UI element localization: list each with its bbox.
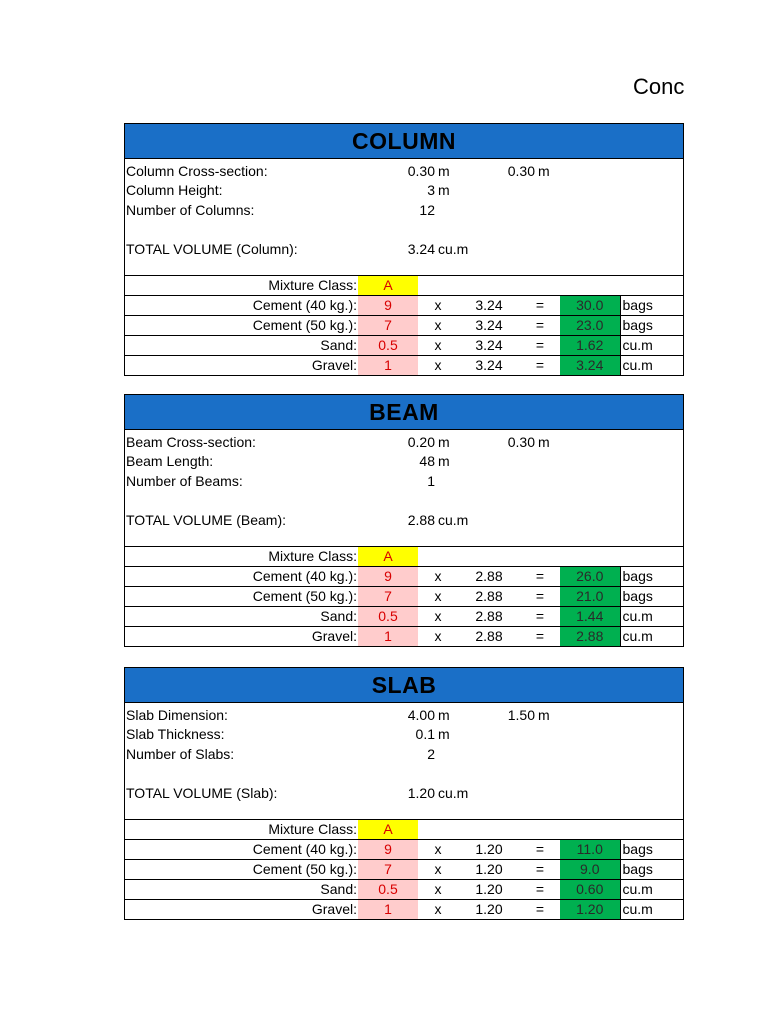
volume-cell: 1.20 — [458, 860, 520, 880]
info-row — [125, 705, 683, 725]
ratio-cell[interactable]: 1 — [358, 627, 418, 647]
multiply-sign: x — [418, 296, 458, 316]
mixture-class-label: Mixture Class: — [125, 547, 358, 567]
materials-table — [125, 820, 683, 919]
info-row — [125, 510, 683, 530]
volume-cell: 3.24 — [458, 296, 520, 316]
result-cell: 23.0 — [560, 316, 620, 336]
material-row — [125, 296, 683, 316]
unit-cell: bags — [620, 567, 683, 587]
equals-sign: = — [520, 840, 560, 860]
info-value[interactable]: 12 — [419, 202, 435, 218]
info-unit: m — [438, 726, 450, 742]
info-row — [125, 724, 683, 744]
result-cell: 0.60 — [560, 880, 620, 900]
unit-cell: bags — [620, 860, 683, 880]
material-label: Cement (40 kg.): — [125, 296, 358, 316]
multiply-sign: x — [418, 567, 458, 587]
material-label: Sand: — [125, 880, 358, 900]
section-info — [125, 430, 683, 547]
volume-cell: 2.88 — [475, 628, 503, 644]
info-label: Number of Slabs: — [126, 746, 235, 762]
info-unit-2: m — [538, 163, 550, 179]
info-label: Beam Cross-section: — [126, 434, 256, 450]
info-value-2[interactable]: 0.30 — [507, 163, 535, 179]
ratio-cell[interactable]: 7 — [358, 587, 418, 607]
ratio-cell[interactable]: 9 — [358, 296, 418, 316]
section-info — [125, 159, 683, 276]
info-row — [125, 451, 683, 471]
equals-sign: = — [520, 607, 560, 627]
info-value[interactable]: 0.30 — [407, 163, 435, 179]
equals-sign: = — [520, 860, 560, 880]
unit-cell: cu.m — [620, 336, 683, 356]
material-row — [125, 607, 683, 627]
info-value-2[interactable]: 0.30 — [507, 434, 535, 450]
info-label: TOTAL VOLUME (Beam): — [126, 512, 286, 528]
info-unit: cu.m — [438, 785, 469, 801]
material-label: Cement (40 kg.): — [125, 567, 358, 587]
info-row — [125, 161, 683, 181]
ratio-cell[interactable]: 0.5 — [358, 336, 418, 356]
column-section — [124, 123, 684, 376]
info-value[interactable]: 2.88 — [407, 512, 435, 528]
section-info — [125, 703, 683, 820]
info-value[interactable]: 2 — [427, 746, 435, 762]
unit-cell: cu.m — [620, 356, 683, 376]
mixture-class-cell[interactable]: A — [358, 276, 418, 296]
multiply-sign: x — [418, 316, 458, 336]
ratio-cell[interactable]: 9 — [358, 567, 418, 587]
info-value[interactable]: 0.20 — [407, 434, 435, 450]
ratio-cell[interactable]: 0.5 — [358, 880, 418, 900]
slab-section — [124, 667, 684, 920]
material-label: Cement (50 kg.): — [125, 316, 358, 336]
page-title: Conc — [633, 74, 685, 99]
multiply-sign: x — [434, 628, 442, 644]
mixture-class-cell[interactable]: A — [358, 820, 418, 840]
multiply-sign: x — [418, 840, 458, 860]
unit-cell: cu.m — [620, 627, 683, 647]
section-title[interactable]: COLUMN — [352, 127, 456, 154]
result-cell: 30.0 — [560, 296, 620, 316]
material-row — [125, 316, 683, 336]
material-label: Gravel: — [311, 628, 357, 644]
ratio-cell[interactable]: 7 — [358, 860, 418, 880]
info-value[interactable]: 3 — [427, 182, 435, 198]
material-row — [125, 860, 683, 880]
info-unit: m — [438, 182, 450, 198]
volume-cell: 2.88 — [458, 587, 520, 607]
volume-cell: 2.88 — [458, 607, 520, 627]
equals-sign: = — [520, 880, 560, 900]
ratio-cell[interactable]: 7 — [358, 316, 418, 336]
info-label: Number of Columns: — [126, 202, 255, 218]
material-label: Cement (40 kg.): — [125, 840, 358, 860]
volume-cell: 3.24 — [475, 357, 503, 373]
section-header — [125, 668, 683, 703]
volume-cell: 3.24 — [458, 316, 520, 336]
multiply-sign: x — [434, 357, 442, 373]
result-cell: 2.88 — [560, 627, 620, 647]
info-label: TOTAL VOLUME (Slab): — [126, 785, 278, 801]
volume-cell: 3.24 — [458, 336, 520, 356]
info-unit-2: m — [538, 434, 550, 450]
result-cell: 3.24 — [560, 356, 620, 376]
ratio-cell[interactable]: 9 — [358, 840, 418, 860]
unit-cell: bags — [620, 587, 683, 607]
info-value[interactable]: 1 — [427, 473, 435, 489]
info-label: TOTAL VOLUME (Column): — [126, 241, 298, 257]
info-label: Beam Length: — [126, 453, 214, 469]
multiply-sign: x — [418, 336, 458, 356]
equals-sign: = — [520, 587, 560, 607]
mixture-class-label: Mixture Class: — [125, 276, 358, 296]
info-label: Column Cross-section: — [126, 163, 268, 179]
mixture-class-row — [125, 820, 683, 840]
material-label: Sand: — [125, 336, 358, 356]
result-cell: 26.0 — [560, 567, 620, 587]
mixture-class-row — [125, 276, 683, 296]
ratio-cell[interactable]: 1 — [358, 356, 418, 376]
result-cell: 21.0 — [560, 587, 620, 607]
info-unit: cu.m — [438, 241, 469, 257]
material-label: Gravel: — [311, 901, 357, 917]
materials-table — [125, 547, 683, 646]
material-label: Cement (50 kg.): — [125, 860, 358, 880]
unit-cell: cu.m — [620, 900, 683, 920]
result-cell: 1.44 — [560, 607, 620, 627]
material-row — [125, 356, 683, 376]
equals-sign: = — [520, 296, 560, 316]
multiply-sign: x — [418, 607, 458, 627]
equals-sign: = — [535, 357, 545, 373]
info-value[interactable]: 3.24 — [407, 241, 435, 257]
multiply-sign: x — [418, 587, 458, 607]
material-label: Sand: — [125, 607, 358, 627]
unit-cell: bags — [620, 296, 683, 316]
info-unit: m — [438, 163, 450, 179]
material-row — [125, 627, 683, 647]
material-row — [125, 900, 683, 920]
unit-cell: cu.m — [620, 880, 683, 900]
section-header — [125, 124, 683, 159]
info-unit: m — [438, 707, 450, 723]
ratio-cell[interactable]: 1 — [358, 900, 418, 920]
volume-cell: 1.20 — [458, 880, 520, 900]
ratio-cell[interactable]: 0.5 — [358, 607, 418, 627]
material-label: Cement (50 kg.): — [125, 587, 358, 607]
section-title[interactable]: BEAM — [369, 398, 439, 425]
info-row — [125, 432, 683, 452]
multiply-sign: x — [434, 901, 442, 917]
info-value[interactable]: 48 — [419, 453, 435, 469]
info-row — [125, 239, 683, 259]
material-row — [125, 587, 683, 607]
mixture-class-label: Mixture Class: — [125, 820, 358, 840]
info-row — [125, 744, 683, 764]
info-unit: m — [438, 434, 450, 450]
material-row — [125, 336, 683, 356]
info-row — [125, 471, 683, 491]
info-unit: m — [438, 453, 450, 469]
result-cell: 1.20 — [560, 900, 620, 920]
unit-cell: cu.m — [620, 607, 683, 627]
section-title[interactable]: SLAB — [371, 671, 437, 698]
info-value[interactable]: 4.00 — [407, 707, 435, 723]
info-value-2[interactable]: 1.50 — [507, 707, 535, 723]
multiply-sign: x — [418, 860, 458, 880]
info-row — [125, 200, 683, 220]
info-unit: cu.m — [438, 512, 469, 528]
volume-cell: 1.20 — [458, 840, 520, 860]
mixture-class-row — [125, 547, 683, 567]
material-row — [125, 567, 683, 587]
result-cell: 1.62 — [560, 336, 620, 356]
info-value[interactable]: 1.20 — [407, 785, 435, 801]
volume-cell: 2.88 — [458, 567, 520, 587]
info-label: Slab Thickness: — [126, 726, 225, 742]
section-header — [125, 395, 683, 430]
material-row — [125, 880, 683, 900]
multiply-sign: x — [418, 880, 458, 900]
materials-table — [125, 276, 683, 375]
result-cell: 11.0 — [560, 840, 620, 860]
info-label: Number of Beams: — [126, 473, 243, 489]
unit-cell: bags — [620, 840, 683, 860]
material-label: Gravel: — [311, 357, 357, 373]
equals-sign: = — [520, 567, 560, 587]
equals-sign: = — [520, 316, 560, 336]
result-cell: 9.0 — [560, 860, 620, 880]
info-row — [125, 783, 683, 803]
equals-sign: = — [520, 336, 560, 356]
mixture-class-cell[interactable]: A — [358, 547, 418, 567]
beam-section — [124, 394, 684, 647]
info-label: Column Height: — [126, 182, 223, 198]
equals-sign: = — [535, 628, 545, 644]
info-label: Slab Dimension: — [126, 707, 228, 723]
info-row — [125, 180, 683, 200]
info-unit-2: m — [538, 707, 550, 723]
equals-sign: = — [535, 901, 545, 917]
volume-cell: 1.20 — [475, 901, 503, 917]
info-value[interactable]: 0.1 — [415, 726, 435, 742]
unit-cell: bags — [620, 316, 683, 336]
material-row — [125, 840, 683, 860]
